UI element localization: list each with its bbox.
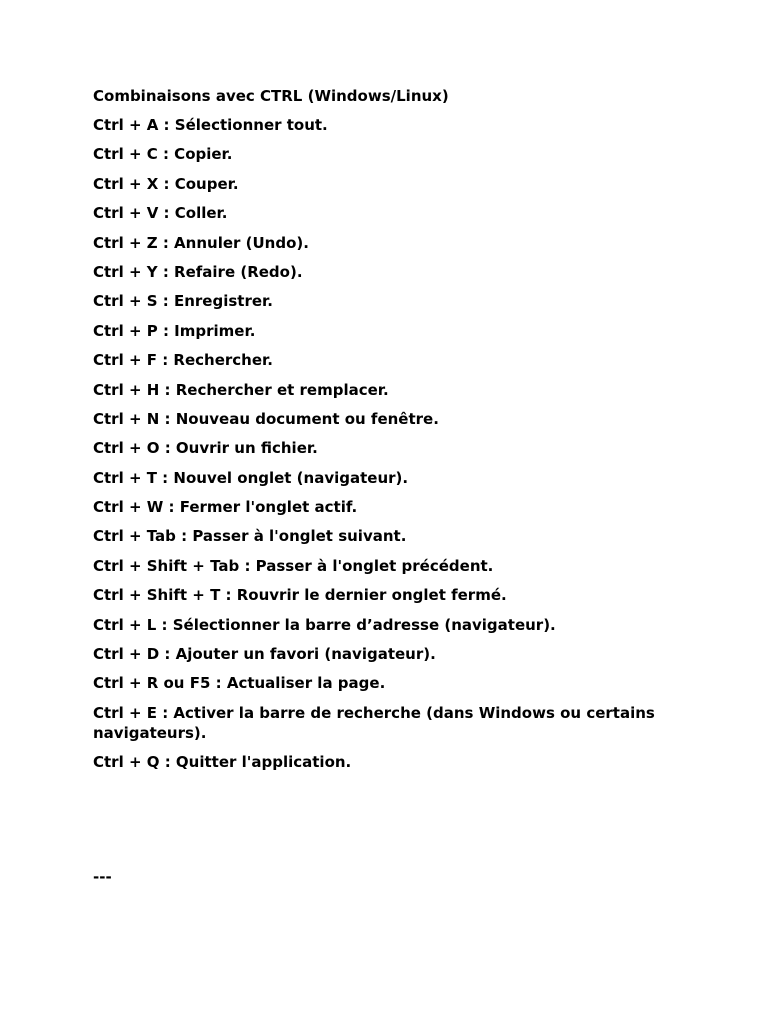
shortcut-item: Ctrl + Y : Refaire (Redo). — [93, 262, 303, 281]
shortcut-item: Ctrl + R ou F5 : Actualiser la page. — [93, 674, 386, 693]
shortcut-item: Ctrl + Z : Annuler (Undo). — [93, 233, 309, 252]
shortcut-item: Ctrl + Shift + T : Rouvrir le dernier onglet fermé. — [93, 586, 507, 605]
section-separator: --- — [93, 868, 112, 886]
shortcut-item: Ctrl + O : Ouvrir un fichier. — [93, 439, 318, 458]
shortcut-item: Ctrl + S : Enregistrer. — [93, 292, 273, 311]
shortcut-item: Ctrl + X : Couper. — [93, 174, 239, 193]
shortcut-item: Ctrl + H : Rechercher et remplacer. — [93, 380, 389, 399]
shortcut-item: Ctrl + V : Coller. — [93, 204, 228, 223]
shortcut-item: Ctrl + P : Imprimer. — [93, 321, 256, 340]
shortcut-item: Ctrl + L : Sélectionner la barre d’adresse (navigateur). — [93, 615, 556, 634]
shortcut-list — [93, 115, 693, 772]
shortcut-item: Ctrl + F : Rechercher. — [93, 351, 273, 370]
shortcut-item: Ctrl + T : Nouvel onglet (navigateur). — [93, 468, 409, 487]
shortcut-item: Ctrl + Q : Quitter l'application. — [93, 753, 352, 772]
shortcut-item: Ctrl + Shift + Tab : Passer à l'onglet précédent. — [93, 556, 494, 575]
shortcut-item: Ctrl + W : Fermer l'onglet actif. — [93, 498, 358, 517]
shortcut-item: Ctrl + E : Activer la barre de recherche (dans Windows ou certains navigateurs). — [93, 703, 655, 742]
shortcut-item: Ctrl + A : Sélectionner tout. — [93, 116, 328, 134]
document-body — [93, 86, 693, 782]
shortcut-item: Ctrl + Tab : Passer à l'onglet suivant. — [93, 527, 407, 546]
shortcut-item: Ctrl + N : Nouveau document ou fenêtre. — [93, 409, 439, 428]
shortcut-item: Ctrl + D : Ajouter un favori (navigateur). — [93, 645, 436, 664]
page-title: Combinaisons avec CTRL (Windows/Linux) — [93, 87, 449, 105]
shortcut-item: Ctrl + C : Copier. — [93, 145, 233, 164]
